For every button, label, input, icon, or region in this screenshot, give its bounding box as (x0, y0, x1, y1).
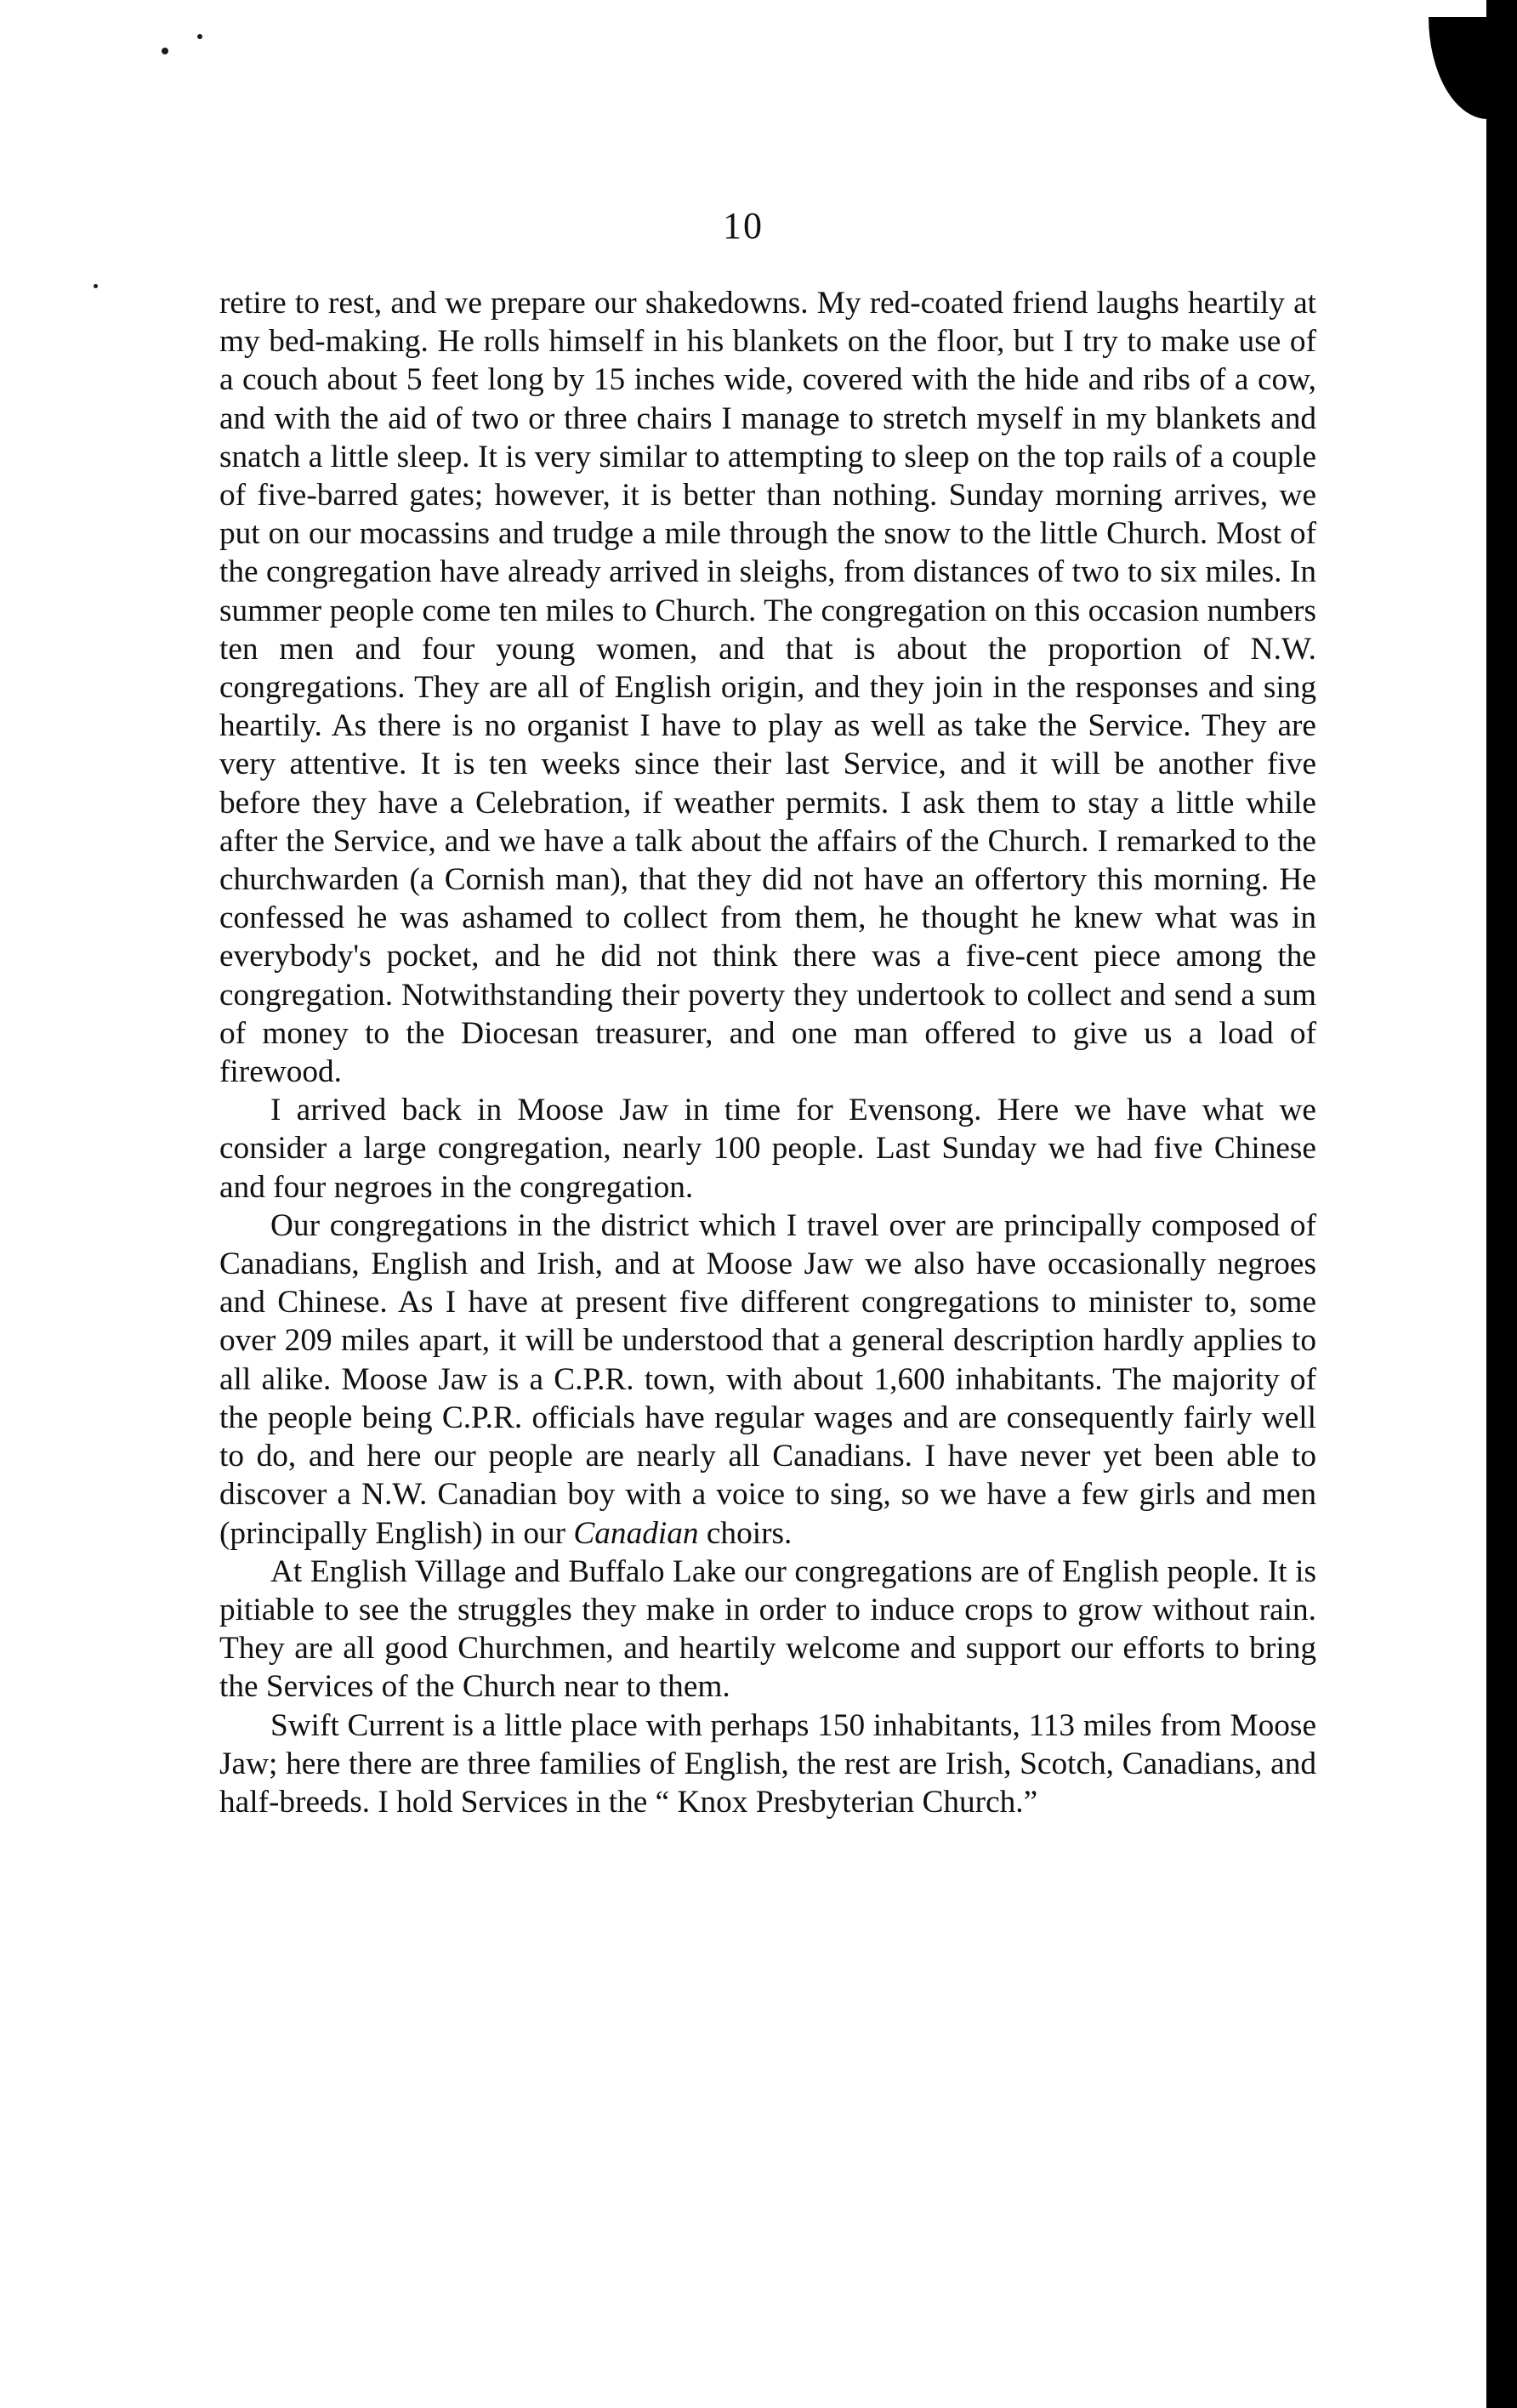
paragraph: I arrived back in Moose Jaw in time for Evensong. Here we have what we consider a large congregation, nearly 100 people. Last Sunday we had five Chinese and four negroes in the congregation. (219, 1093, 1316, 1205)
speck-mark (162, 48, 168, 54)
paragraph (219, 1207, 1316, 1553)
body-text (219, 284, 1316, 1821)
speck-mark (197, 34, 202, 39)
paragraph: Swift Current is a little place with perhaps 150 inhabitants, 113 miles from Moose Jaw; here there are three families of English, the rest are Irish, Scotch, Canadians, and half-breeds. I hold Services in the “ Knox Presbyterian Church.” (219, 1707, 1316, 1820)
paragraph: retire to rest, and we prepare our shakedowns. My red-coated friend laughs heartily at my bed-making. He rolls himself in his blankets on the floor, but I try to make use of a couch about 5 feet long by 15 inches wide, covered with the hide and ribs of a cow, and with the aid of two or three chairs I manage to stretch myself in my blankets and snatch a little sleep. It is very similar to attempting to sleep on the top rails of a couple of five-barred gates; however, it is better than nothing. Sunday morning arrives, we put on our mocassins and trudge a mile through the snow to the little Church. Most of the congregation have already arrived in sleighs, from distances of two to six miles. In summer people come ten miles to Church. The congregation on this occasion numbers ten men and four young women, and that is about the proportion of N.W. congregations. They are all of English origin, and they join in the responses and sing heartily. As there is no organist I have to play as well as take the Service. They are very attentive. It is ten weeks since their last Service, and it will be another five before they have a Celebration, if weather permits. I ask them to stay a little while after the Service, and we have a talk about the affairs of the Church. I remarked to the churchwarden (a Cornish man), that they did not have an offertory this morning. He confessed he was ashamed to collect from them, he thought he knew what was in everybody's pocket, and he did not think there was a five-cent piece among the congregation. Notwithstanding their poverty they undertook to collect and send a sum of money to the Diocesan treasurer, and one man offered to give us a load of firewood. (219, 286, 1316, 1090)
paragraph-text: choirs. (698, 1515, 793, 1551)
scan-border (1486, 0, 1517, 2408)
speck-mark (94, 284, 98, 288)
paragraph: At English Village and Buffalo Lake our congregations are of English people. It is pitiable to see the struggles they make in order to induce crops to grow without rain. They are all good Churchmen, and heartily welcome and support our efforts to bring the Services of the Church near to them. (219, 1553, 1316, 1705)
italic-word: Canadian (573, 1515, 699, 1551)
page-number: 10 (723, 205, 764, 247)
paragraph-text: Our congregations in the district which I travel over are principally composed of Canadians, English and Irish, and at Moose Jaw we also have occasionally negroes and Chinese. As I have at present five different congregations to minister to, some over 209 miles apart, it will be understood that a general description hardly applies to all alike. Moose Jaw is a C.P.R. town, with about 1,600 inhabitants. The majority of the people being C.P.R. officials have regular wages and are consequently fairly well to do, and here our people are nearly all Canadians. I have never yet been able to discover a N.W. Canadian boy with a voice to sing, so we have a few girls and men (principally English) in our (219, 1207, 1316, 1551)
